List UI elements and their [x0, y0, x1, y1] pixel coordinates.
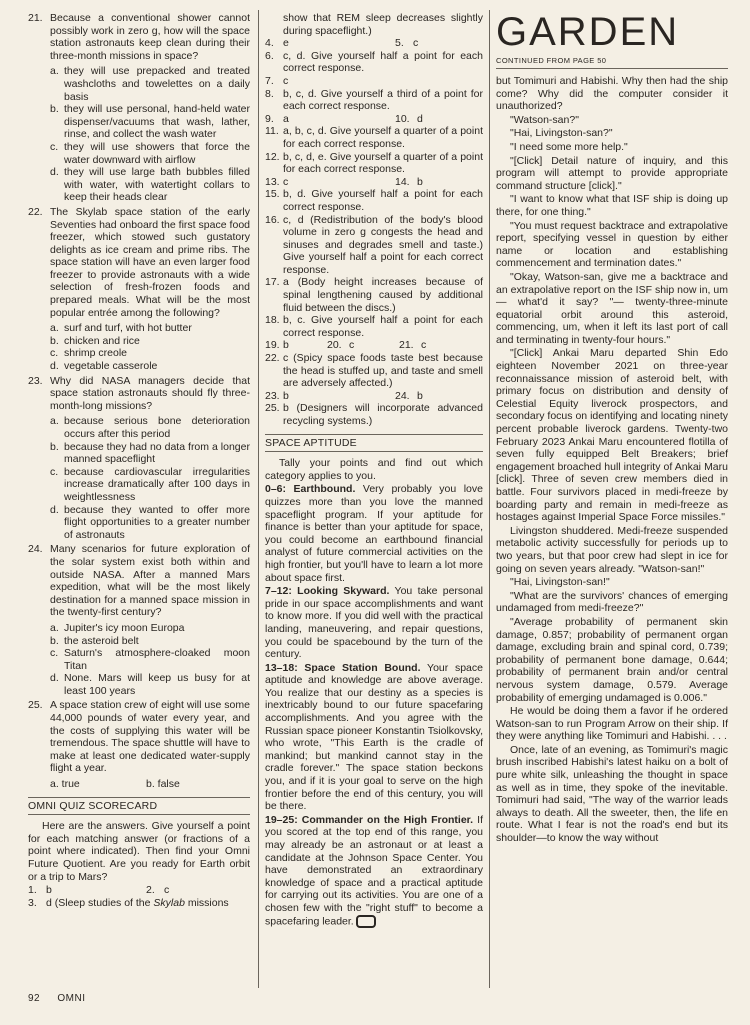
- answer-text: e: [283, 37, 289, 50]
- column-divider: [258, 10, 259, 988]
- answer-option: [50, 166, 250, 204]
- answer-text: a, b, c, d. Give yourself a quarter of a point for each correct response.: [283, 125, 483, 150]
- option-letter: b.: [50, 334, 59, 347]
- question-number: 22.: [28, 205, 43, 218]
- quiz-question: [28, 206, 250, 319]
- garden-column: [496, 12, 728, 846]
- answer-num: 17.: [265, 276, 280, 289]
- answer-option: [50, 65, 250, 103]
- option-text: they will use personal, hand-held water dispenser/vacuums that wash, lather, rinse, and collect the wash water: [64, 103, 250, 141]
- story-paragraph: "Hai, Livingston-san!": [510, 576, 610, 589]
- answer-options: [50, 322, 250, 372]
- answer-3-start: d (Sleep studies of the Skylab missions: [46, 896, 229, 909]
- story-paragraph: "I need some more help.": [510, 140, 628, 153]
- answer-text: b: [417, 175, 423, 188]
- quiz-question: [28, 543, 250, 619]
- quiz-column: [28, 12, 250, 909]
- page-footer: [28, 993, 100, 1006]
- question-text: Why did NASA managers decide that space station astronauts should fly three-month-long missions?: [50, 374, 250, 412]
- story-paragraph: "Watson-san?": [510, 113, 579, 126]
- answer-num: 22.: [265, 352, 280, 365]
- option-letter: d.: [50, 503, 59, 516]
- answer-text: b (Designers will incorporate advanced recycling systems.): [283, 402, 483, 427]
- answer-text: a: [283, 112, 289, 125]
- quiz-question: [28, 12, 250, 62]
- story-paragraph: "I want to know what that ISF ship is doing up there, for one thing.": [496, 193, 728, 218]
- answer-option: [50, 441, 250, 466]
- story-paragraph: Once, late of an evening, as Tomimuri's magic brush inscribed Habishi's latest haiku on a bolt of pure white silk, unleashing the thought in space as well as in time, they spoke of the inevitable. Tomimuri had said, "The way of the warrior leads always to death. All the sweeter, then, the life en route. What I fear is not the road's end but its shoulder—to know the way without: [496, 743, 728, 845]
- quiz-question: [28, 699, 250, 775]
- answer-text: b: [283, 339, 289, 352]
- option-text: they will use prepacked and treated washcloths and towelettes on a daily basis: [64, 65, 250, 103]
- answer-num: 14.: [395, 175, 410, 188]
- answer-option: [50, 347, 250, 360]
- aptitude-level-text: You take personal pride in our space accomplishments and want to know more. If you did well with the practical landing, maneuvering, and repair questions, you could be spacebound by the turn of the century.: [265, 585, 484, 661]
- story-paragraph: "[Click] Ankai Maru departed Shin Edo eighteen November 2021 on three-year reconnaissance mission of asteroid belt, with primary focus on distribution and density of Celestial Equity liverock prospectors, and secondary focus on identifying and locating ninety percent probable liverock gardens. Twenty-two February 2023 Ankai Maru encountered flotilla of seven fully equipped Belt Breakers; brief engagement broached hull integrity of Ankai Maru [click]. Three of seven crew members died in battle. Four survivors placed in medi-freeze by boarding party and remain in medi-freeze as hostages against Imperial Space Force missiles.": [496, 347, 728, 524]
- answer-num: 24.: [395, 389, 410, 402]
- answer-text: b: [283, 389, 289, 402]
- story-paragraph: "Okay, Watson-san, give me a backtrace and an extrapolative report on the ISF ship now in, um— what'd it say? "— twenty-three-minute equatorial orbit around this asteroid, commencing, um, when it left its last port of call and terminating in twenty-four hours.": [496, 270, 728, 346]
- answer-num: 9.: [265, 112, 274, 125]
- answer-option: [50, 141, 250, 166]
- answer-text: c (Spicy space foods taste best because the head is stuffed up, and taste and smell are adversely affected.): [283, 352, 483, 390]
- story-paragraph: "Hai, Livingston-san?": [510, 127, 613, 140]
- answer-option: [50, 335, 250, 348]
- option-letter: d.: [50, 166, 59, 179]
- option-letter: a.: [50, 621, 59, 634]
- answer-text: b, c, d, e. Give yourself a quarter of a point for each correct response.: [283, 150, 483, 176]
- answer-text: c: [283, 74, 289, 87]
- story-title: GARDEN: [496, 10, 680, 54]
- answer-num: 8.: [265, 87, 274, 100]
- end-mark-icon: [356, 915, 376, 928]
- option-text: because they wanted to offer more flight opportunities to a greater number of astronauts: [64, 503, 250, 541]
- answer-text: c, d. Give yourself half a point for each correct response.: [283, 49, 483, 75]
- answer-text: a (Body height increases because of spinal lengthening caused by additional fluid between the discs.): [283, 276, 483, 314]
- answer-num: 25.: [265, 402, 280, 415]
- option-letter: b.: [50, 634, 59, 647]
- option-letter: a.: [50, 415, 59, 428]
- aptitude-level: [265, 814, 483, 928]
- answer-option: [50, 504, 250, 542]
- magazine-name: OMNI: [57, 993, 86, 1004]
- answer-option: [50, 672, 250, 697]
- aptitude-intro: Tally your points and find out which category applies to you.: [265, 457, 483, 482]
- answer-num: 23.: [265, 389, 280, 402]
- option-text: shrimp creole: [64, 347, 128, 360]
- answer-num: 1.: [28, 884, 37, 897]
- answer-option: [50, 647, 250, 672]
- answer-text: d: [417, 112, 423, 125]
- answer-text: b: [46, 884, 52, 897]
- question-number: 24.: [28, 543, 43, 556]
- answer-text: b: [417, 389, 423, 402]
- option-text: chicken and rice: [64, 334, 140, 347]
- aptitude-level: [265, 662, 483, 813]
- answer-text: c: [413, 37, 419, 50]
- story-paragraph: but Tomimuri and Habishi. Why then had the ship come? Why did the computer consider it unauthorized?: [496, 75, 728, 113]
- answer-num: 18.: [265, 314, 280, 327]
- answer-option: [50, 322, 250, 335]
- question-text: A space station crew of eight will use some 44,000 pounds of water every year, and the costs of supplying this water will be tremendous. The space shuttle will have to make at least one dedicated water-supply flight a year.: [50, 699, 250, 775]
- option-text: because cardiovascular irregularities increase dramatically after 100 days in weightlessness: [64, 465, 250, 503]
- option-letter: b.: [50, 440, 59, 453]
- answer-num: 15.: [265, 188, 280, 201]
- story-paragraph: "[Click] Detail nature of inquiry, and this program will attempt to provide appropriate command structure [click].": [496, 154, 728, 192]
- answer-option: [50, 415, 250, 440]
- answer-num: 10.: [395, 112, 410, 125]
- option-letter: c.: [50, 647, 59, 660]
- answer-text: b, c, d. Give yourself a third of a point for each correct response.: [283, 87, 483, 113]
- option-text: they will use showers that force the water downward with airflow: [64, 140, 250, 166]
- answer-num: 21.: [399, 339, 414, 352]
- option-letter: a.: [50, 322, 59, 335]
- option-letter: c.: [50, 140, 59, 153]
- option-letter: c.: [50, 347, 59, 360]
- question-number: 21.: [28, 12, 43, 24]
- answer-num: 12.: [265, 150, 280, 163]
- aptitude-level-text: If you scored at the top end of this range, you may already be an astronaut or at least a candidate at the Johnson Space Center. You have demonstrated an extraordinary knowledge of space and a practical aptitude for carrying out its activities. You are one of a chosen few with the "right stuff" to become a spacefaring leader.: [265, 813, 483, 927]
- option-letter: b.: [50, 103, 59, 116]
- option-text: Jupiter's icy moon Europa: [64, 621, 185, 634]
- aptitude-heading: SPACE APTITUDE: [265, 434, 483, 453]
- answer-text: c: [164, 884, 170, 897]
- question-text: Many scenarios for future exploration of the solar system exist both within and outside NASA. After a manned Mars expedition, what will be the most likely destination for a manned space mission in the twenty-first century?: [50, 543, 250, 619]
- option-letter: d.: [50, 360, 59, 373]
- answer-num: 5.: [395, 37, 404, 50]
- option-text: surf and turf, with hot butter: [64, 322, 192, 335]
- answer-text: c: [349, 339, 355, 352]
- answer-text: b, c. Give yourself half a point for each correct response.: [283, 314, 483, 339]
- answer-num: 4.: [265, 37, 274, 50]
- story-paragraph: "What are the survivors' chances of emerging undamaged from medi-freeze?": [496, 589, 728, 615]
- aptitude-level-text: Very probably you love quizzes more than you love the manned spaceflight program. If your aptitude for finance is better than your aptitude for space, you could become an earthbound financial analyst of future commercial activities on the high frontier, but you'll have to learn a lot more about space first.: [265, 483, 483, 584]
- answer-text: c, d (Redistribution of the body's blood volume in zero g congests the head and sinuses and degrades smell and taste.) Give yourself half a point for each correct response.: [283, 213, 483, 276]
- aptitude-level-title: 7–12: Looking Skyward.: [265, 585, 390, 598]
- option-text: because serious bone deterioration occurs after this period: [64, 415, 250, 440]
- story-paragraph: "You must request backtrace and extrapolative report, specifying vessel in question by either name or location and establishing commencement and termination dates.": [496, 219, 728, 270]
- q25-false: b. false: [146, 778, 180, 791]
- scorecard-heading: OMNI QUIZ SCORECARD: [28, 797, 250, 816]
- answer-option: [50, 466, 250, 504]
- option-letter: a.: [50, 65, 59, 78]
- answer-num: 16.: [265, 213, 280, 226]
- option-text: the asteroid belt: [64, 634, 139, 647]
- question-number: 23.: [28, 374, 43, 387]
- answer-options: [50, 65, 250, 204]
- column-divider: [489, 10, 490, 988]
- q25-true: a. true: [50, 778, 80, 791]
- answer-option: [50, 103, 250, 141]
- question-number: 25.: [28, 699, 43, 712]
- answer-text: c: [421, 339, 427, 352]
- quiz-question: [28, 375, 250, 413]
- scorecard-intro: Here are the answers. Give yourself a point for each matching answer (or fractions of a point where indicated). Then find your Omni Future Quotient. Are you ready for Earth orbit or a trip to Mars?: [28, 820, 250, 883]
- answer-num: 6.: [265, 49, 274, 62]
- story-paragraph: He would be doing them a favor if he ordered Watson-san to run Program Arrow on their ship. If they were anything like Tomimuri and Habishi. . . .: [496, 705, 728, 743]
- option-letter: d.: [50, 672, 59, 685]
- answer-num: 20.: [327, 339, 342, 352]
- question-text: Because a conventional shower cannot possibly work in zero g, how will the space station astronauts keep clean during their three-month missions in space?: [50, 12, 250, 62]
- option-text: they will use large bath bubbles filled with water, with watertight collars to keep their heads clear: [64, 166, 250, 204]
- answer-num: 19.: [265, 339, 280, 352]
- aptitude-level: [265, 483, 483, 584]
- aptitude-level-title: 13–18: Space Station Bound.: [265, 661, 421, 674]
- aptitude-level-text: Your space aptitude and knowledge are above average. You realize that our destiny as a species is inextricably bound to our future spacefaring accomplishments. And you agree with the Russian space pioneer Konstantin Tsiolkovsky, who wrote, "This Earth is the cradle of mankind; but mankind cannot stay in the cradle forever." The space station beckons you, and if it is your goal to serve on the high frontier before the end of this century, you will be there.: [265, 661, 483, 813]
- answer-num: 11.: [265, 125, 279, 138]
- story-paragraph: "Average probability of permanent skin damage, 0.857; probability of permanent organ damage, excluding brain and spinal cord, 0.739; probability of permanent bone damage, 0.644; probability of permanent brain and/or central nervous system damage, 0.579. Average probability of emerging undamaged is 0.006.": [496, 615, 728, 704]
- answer-option: [50, 635, 250, 648]
- answers-column: [265, 12, 483, 929]
- aptitude-level-title: 19–25: Commander on the High Frontier.: [265, 813, 474, 826]
- option-text: because they had no data from a longer manned spaceflight: [64, 440, 250, 466]
- answer-num: 3.: [28, 896, 37, 909]
- aptitude-level-title: 0–6: Earthbound.: [265, 483, 356, 496]
- answer-options: [50, 622, 250, 698]
- page-number: 92: [28, 993, 41, 1004]
- option-text: None. Mars will keep us busy for at least 100 years: [64, 672, 250, 697]
- answer-num: 13.: [265, 175, 280, 188]
- option-text: Saturn's atmosphere-cloaked moon Titan: [64, 647, 250, 672]
- question-text: The Skylab space station of the early Seventies had onboard the first space food freezer, which stowed such gustatory delights as ice cream and prime ribs. The space station will have an even larger food freezer to provide astronauts with a wide selection of fresh-frozen foods and prepared meals. What will be the most popular entrée among the following?: [50, 205, 250, 319]
- answer-text: c: [283, 175, 289, 188]
- answer-num: 2.: [146, 884, 155, 897]
- aptitude-level: [265, 585, 483, 661]
- answer-option: [50, 360, 250, 373]
- story-paragraph: Livingston shuddered. Medi-freeze suspended metabolic activity successfully for periods up to two years, but that poor crew had slept in ice for going on seven years already. "Watson-san!": [496, 524, 728, 575]
- answer-3-continued: show that REM sleep decreases slightly during spaceflight.): [283, 12, 483, 37]
- continued-from: CONTINUED FROM PAGE 50: [496, 56, 728, 69]
- answer-num: 7.: [265, 74, 274, 87]
- option-text: vegetable casserole: [64, 360, 158, 373]
- answer-options: [50, 415, 250, 541]
- answer-text: b, d. Give yourself half a point for each correct response.: [283, 188, 483, 213]
- answer-option: [50, 622, 250, 635]
- option-letter: c.: [50, 465, 59, 478]
